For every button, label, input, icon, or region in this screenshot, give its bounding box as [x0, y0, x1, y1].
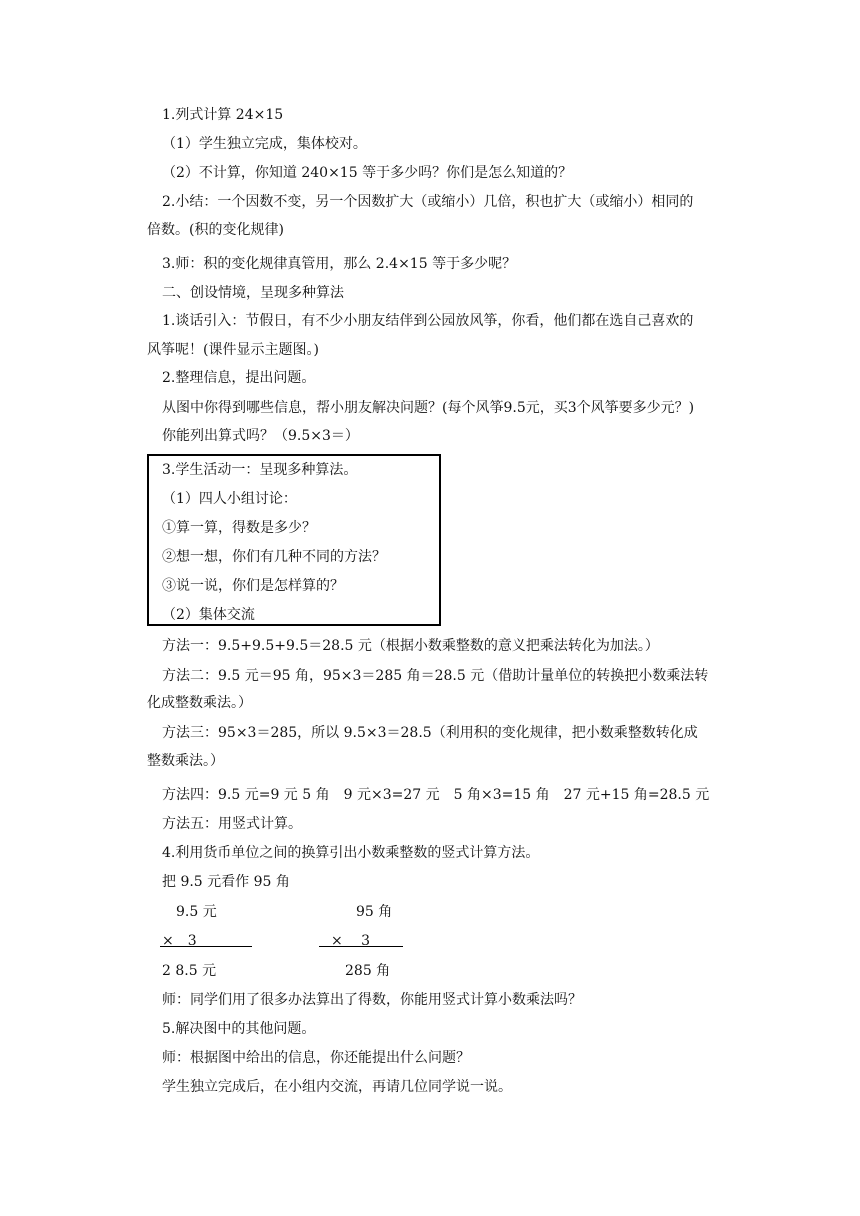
- text-line: 1.列式计算 24×15: [162, 107, 284, 123]
- text-line: 师：根据图中给出的信息，你还能提出什么问题？: [162, 1050, 470, 1066]
- text-line: 5.解决图中的其他问题。: [162, 1021, 316, 1037]
- method-line: 方法三：95×3＝285，所以 9.5×3＝28.5（利用积的变化规律，把小数乘整数转化成: [162, 725, 698, 741]
- method-line: 方法一：9.5+9.5+9.5＝28.5 元（根据小数乘整数的意义把乘法转化为加法。）: [162, 638, 659, 654]
- text-line: 1.谈话引入：节假日，有不少小朋友结伴到公园放风筝，你看，他们都在选自己喜欢的: [162, 313, 694, 329]
- box-line: ②想一想，你们有几种不同的方法？: [162, 549, 386, 565]
- method-line: 4.利用货币单位之间的换算引出小数乘整数的竖式计算方法。: [162, 845, 540, 861]
- method-line: 方法五：用竖式计算。: [162, 816, 302, 832]
- text-line: 你能列出算式吗？（9.5×3＝）: [162, 428, 359, 444]
- box-line: ③说一说，你们是怎样算的？: [162, 578, 344, 594]
- method-line: 化成整数乘法。）: [147, 695, 252, 711]
- method-line: 整数乘法。）: [147, 753, 224, 769]
- method-line: 方法二：9.5 元＝95 角，95×3＝285 角＝28.5 元（借助计量单位的转换把小数乘法转: [162, 668, 709, 684]
- text-line: 2.整理信息，提出问题。: [162, 370, 316, 386]
- text-line: 3.师：积的变化规律真管用，那么 2.4×15 等于多少呢？: [162, 256, 517, 272]
- text-line: 从图中你得到哪些信息，帮小朋友解决问题？(每个风筝9.5元，买3个风筝要多少元？): [162, 400, 695, 416]
- text-line: 倍数。(积的变化规律): [147, 222, 284, 238]
- method-line: 把 9.5 元看作 95 角: [162, 874, 290, 890]
- box-line: 3.学生活动一：呈现多种算法。: [162, 462, 358, 478]
- text-line: （1）学生独立完成，集体校对。: [162, 136, 367, 152]
- text-line: 学生独立完成后，在小组内交流，再请几位同学说一说。: [162, 1079, 512, 1095]
- section-heading: 二、创设情境，呈现多种算法: [162, 285, 344, 301]
- right-multiplier: × 3: [331, 933, 371, 949]
- text-line: 2.小结：一个因数不变，另一个因数扩大（或缩小）几倍，积也扩大（或缩小）相同的: [162, 194, 694, 210]
- right-calc-rule: [319, 946, 403, 947]
- method-line: 方法四：9.5 元=9 元 5 角 9 元×3=27 元 5 角×3=15 角 27 元+15 角=28.5 元: [162, 787, 710, 803]
- text-line: 风筝呢！(课件显示主题图。): [147, 342, 319, 358]
- right-multiplicand: 95 角: [356, 904, 393, 920]
- text-line: （2）不计算，你知道 240×15 等于多少吗？你们是怎么知道的？: [162, 165, 573, 181]
- box-line: ①算一算，得数是多少？: [162, 520, 316, 536]
- left-product: 2 8.5 元: [162, 963, 217, 979]
- left-multiplier: × 3: [162, 933, 197, 949]
- right-product: 285 角: [345, 963, 391, 979]
- left-calc-rule: [160, 946, 252, 947]
- box-line: （2）集体交流: [162, 607, 255, 623]
- box-line: （1）四人小组讨论：: [162, 491, 297, 507]
- left-multiplicand: 9.5 元: [176, 904, 217, 920]
- text-line: 师：同学们用了很多办法算出了得数，你能用竖式计算小数乘法吗？: [162, 992, 582, 1008]
